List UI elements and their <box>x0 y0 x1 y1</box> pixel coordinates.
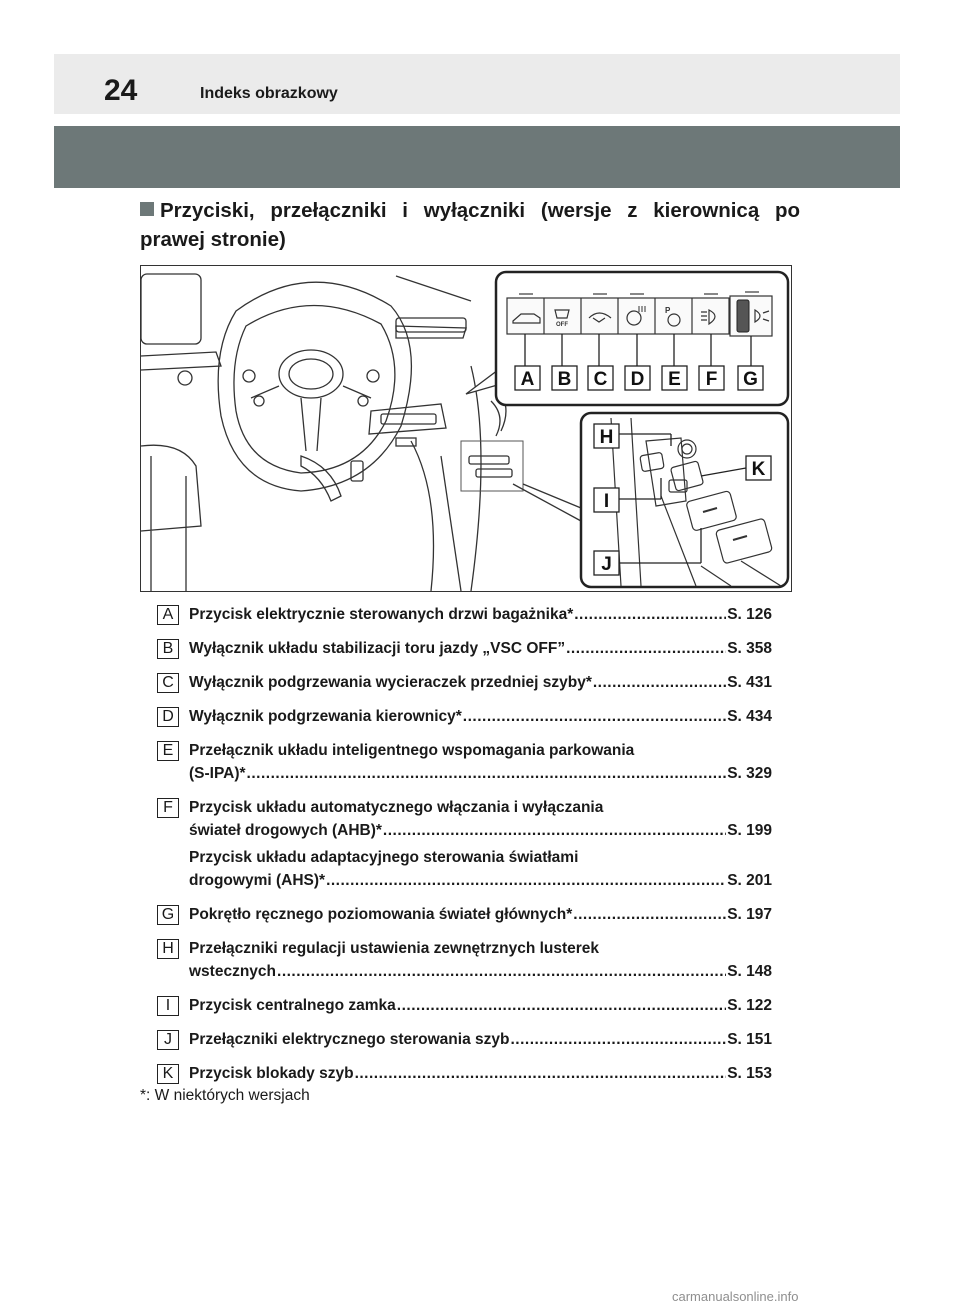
page-number: 24 <box>104 74 138 107</box>
legend-line <box>189 903 772 926</box>
legend-entry <box>157 637 772 660</box>
section-heading <box>140 196 800 254</box>
vsc-off-icon-text: OFF <box>556 322 568 328</box>
legend-text: (S-IPA)* <box>189 765 246 782</box>
legend-letter-box: G <box>157 905 179 925</box>
legend-text: Przycisk elektrycznie sterowanych drzwi bagażnika* <box>189 606 574 623</box>
dot-leader <box>326 869 726 892</box>
legend-letter-box: H <box>157 939 179 959</box>
legend-line <box>189 1028 772 1051</box>
legend-entry <box>157 994 772 1017</box>
label-j: J <box>601 554 612 575</box>
footnote: *: W niektórych wersjach <box>140 1087 310 1104</box>
label-b: B <box>557 369 572 390</box>
legend-letter-box: A <box>157 605 179 625</box>
legend-letter-box: I <box>157 996 179 1016</box>
page-reference: S. 126 <box>727 606 772 623</box>
legend-text: Przycisk układu automatycznego włączania i wyłączania <box>189 799 604 816</box>
legend-sub-entry <box>189 846 772 892</box>
legend-text: Wyłącznik układu stabilizacji toru jazdy „VSC OFF” <box>189 640 566 657</box>
dot-leader <box>247 762 727 785</box>
page-reference: S. 122 <box>727 997 772 1014</box>
gray-band <box>54 126 900 188</box>
header-bar <box>54 54 900 114</box>
legend-letter-box: E <box>157 741 179 761</box>
legend-list <box>157 603 772 1096</box>
label-i: I <box>603 491 610 512</box>
legend-line <box>189 603 772 626</box>
dot-leader <box>593 671 726 694</box>
legend-entry <box>157 739 772 785</box>
label-a: A <box>520 369 535 390</box>
legend-line <box>189 739 772 762</box>
heading-bullet-icon <box>140 202 154 216</box>
legend-letter-box: F <box>157 798 179 818</box>
legend-line <box>189 762 772 785</box>
page-reference: S. 201 <box>727 872 772 889</box>
legend-line <box>189 819 772 842</box>
dot-leader <box>573 903 726 926</box>
legend-letter-box: J <box>157 1030 179 1050</box>
legend-line <box>189 671 772 694</box>
page-reference: S. 431 <box>727 674 772 691</box>
legend-entry <box>157 937 772 983</box>
legend-text: Wyłącznik podgrzewania wycieraczek przedniej szyby* <box>189 674 592 691</box>
page-reference: S. 434 <box>727 708 772 725</box>
legend-letter-box: B <box>157 639 179 659</box>
page-reference: S. 358 <box>727 640 772 657</box>
page-reference: S. 153 <box>727 1065 772 1082</box>
label-c: C <box>593 369 608 390</box>
legend-line <box>189 937 772 960</box>
label-d: D <box>630 369 645 390</box>
parking-assist-icon-text: P <box>665 306 671 315</box>
legend-text: Przycisk centralnego zamka <box>189 997 396 1014</box>
legend-text: Pokrętło ręcznego poziomowania świateł głównych* <box>189 906 573 923</box>
legend-line <box>189 1062 772 1085</box>
legend-entry <box>157 603 772 626</box>
legend-line <box>189 994 772 1017</box>
legend-text: Przełączniki regulacji ustawienia zewnętrznych lusterek <box>189 940 600 957</box>
dot-leader <box>463 705 726 728</box>
legend-line <box>189 960 772 983</box>
page-reference: S. 151 <box>727 1031 772 1048</box>
section-title: Indeks obrazkowy <box>200 85 338 102</box>
dot-leader <box>510 1028 726 1051</box>
headlight-leveling-dial-icon <box>737 300 749 332</box>
label-h: H <box>599 427 614 448</box>
legend-line <box>189 869 772 892</box>
legend-text: świateł drogowych (AHB)* <box>189 822 382 839</box>
legend-line <box>189 796 772 819</box>
dot-leader <box>355 1062 727 1085</box>
legend-entry <box>157 705 772 728</box>
heading-text: Przyciski, przełączniki i wyłączniki (wersje z kierownicą po prawej stronie) <box>140 199 800 251</box>
legend-entry <box>157 671 772 694</box>
switch-row <box>507 292 772 336</box>
label-f: F <box>705 369 718 390</box>
dot-leader <box>397 994 726 1017</box>
dot-leader <box>277 960 726 983</box>
legend-letter-box: K <box>157 1064 179 1084</box>
legend-text: Przełącznik układu inteligentnego wspomagania parkowania <box>189 742 635 759</box>
page-reference: S. 199 <box>727 822 772 839</box>
dashboard-illustration <box>140 265 792 592</box>
legend-text: drogowymi (AHS)* <box>189 872 326 889</box>
legend-text: Przycisk blokady szyb <box>189 1065 354 1082</box>
legend-text: Przycisk układu adaptacyjnego sterowania światłami <box>189 849 579 866</box>
legend-entry <box>157 796 772 892</box>
legend-entry <box>157 1062 772 1085</box>
dot-leader <box>574 603 726 626</box>
legend-entry <box>157 903 772 926</box>
label-k: K <box>751 459 766 480</box>
legend-letter-box: C <box>157 673 179 693</box>
page-reference: S. 329 <box>727 765 772 782</box>
dot-leader <box>383 819 726 842</box>
legend-line <box>189 705 772 728</box>
legend-line <box>189 846 772 869</box>
legend-text: Przełączniki elektrycznego sterowania szyb <box>189 1031 510 1048</box>
legend-line <box>189 637 772 660</box>
legend-letter-box: D <box>157 707 179 727</box>
dot-leader <box>566 637 726 660</box>
label-e: E <box>668 369 681 390</box>
label-g: G <box>743 369 758 390</box>
legend-entry <box>157 1028 772 1051</box>
legend-text: Wyłącznik podgrzewania kierownicy* <box>189 708 462 725</box>
watermark: carmanualsonline.info <box>672 1289 799 1304</box>
page-reference: S. 197 <box>727 906 772 923</box>
legend-text: wstecznych <box>189 963 277 980</box>
page-reference: S. 148 <box>727 963 772 980</box>
